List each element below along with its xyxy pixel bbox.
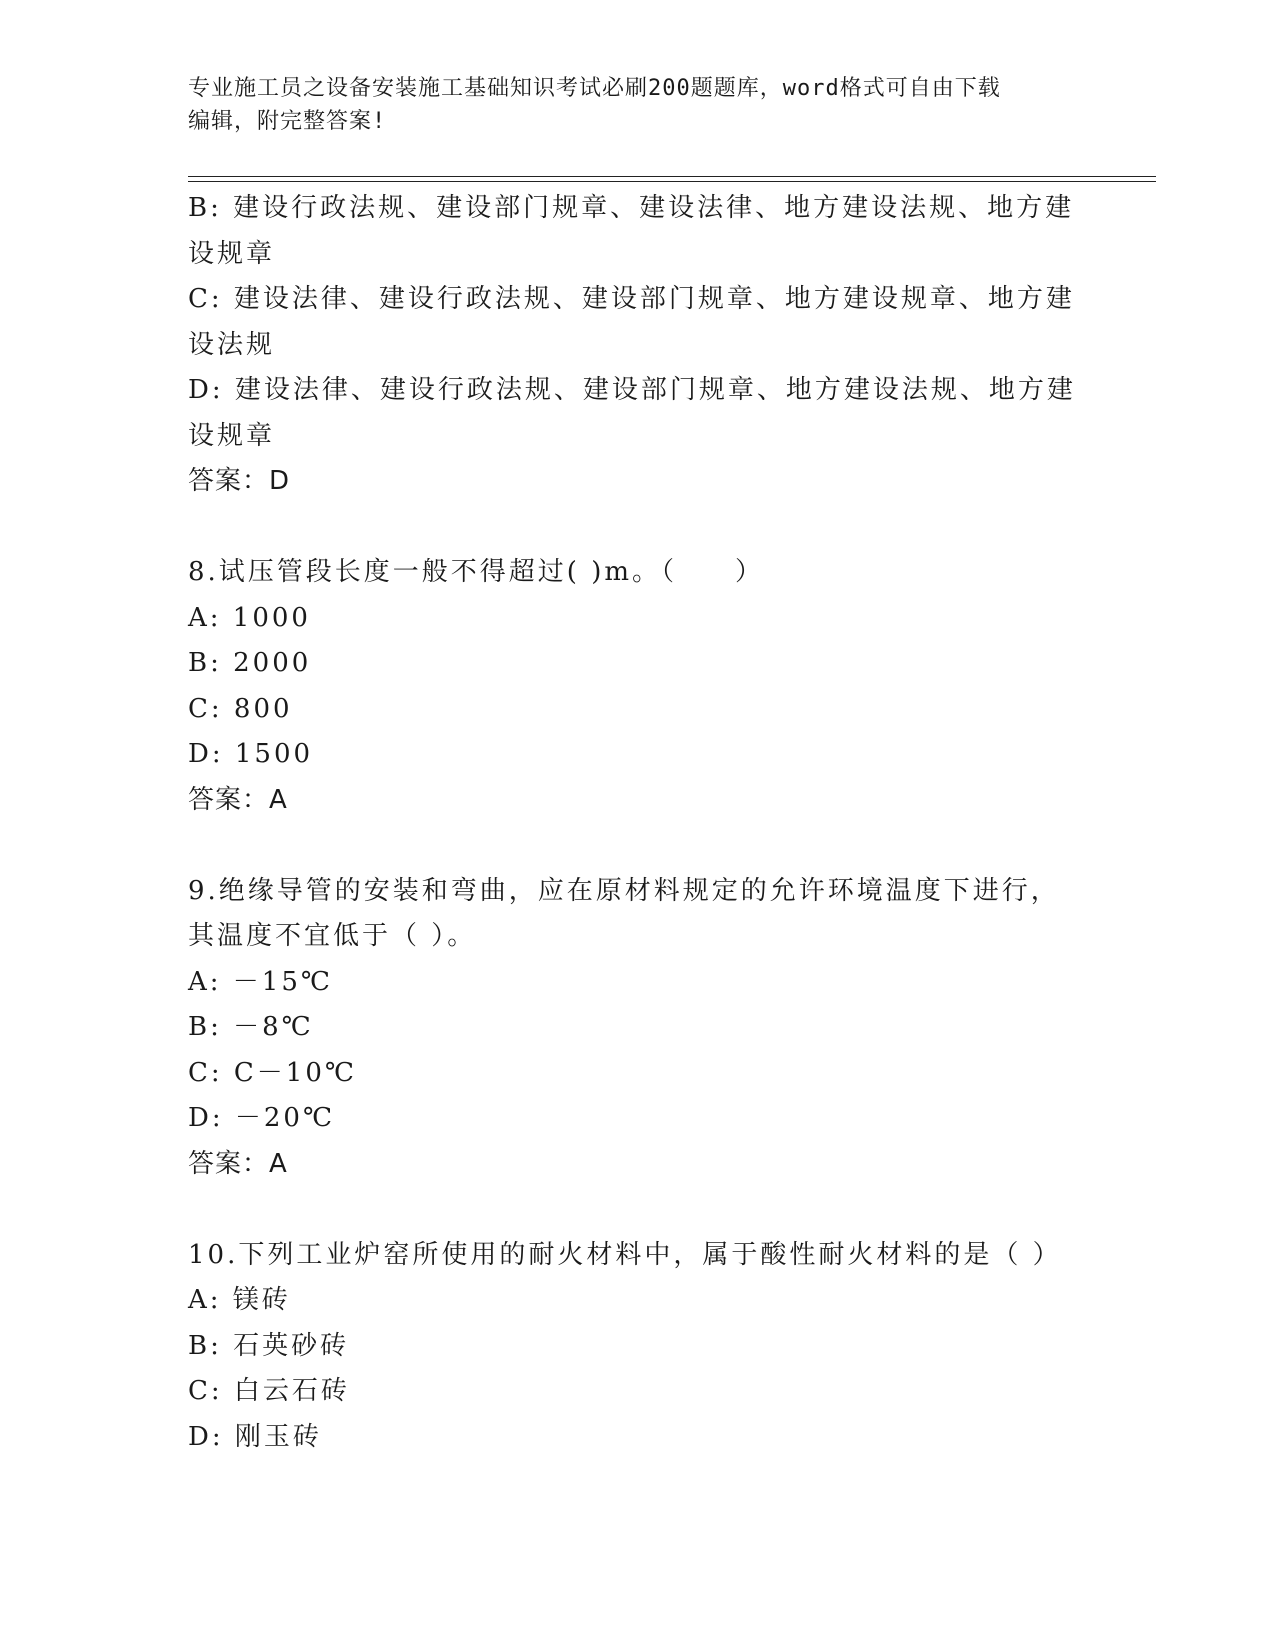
q9-stem-line-2: 其温度不宜低于（ ）。	[188, 921, 477, 951]
q9-option-c: C: C－10℃	[188, 1057, 357, 1088]
q9-option-a: A: －15℃	[188, 966, 333, 997]
q7-option-b-line-2: 设规章	[188, 238, 276, 269]
header-double-rule	[188, 176, 1156, 182]
q7-answer: 答案：D	[188, 466, 291, 496]
q9-option-b: B: －8℃	[188, 1012, 314, 1042]
q10-stem: 10.下列工业炉窑所使用的耐火材料中，属于酸性耐火材料的是（ ）	[188, 1239, 1062, 1270]
question-9	[188, 869, 1088, 1188]
q7-option-b-line-1: B: 建设行政法规、建设部门规章、建设法律、地方建设法规、地方建	[188, 193, 1075, 223]
q9-answer: 答案：A	[188, 1148, 288, 1179]
q9-stem-line-1: 9.绝缘导管的安装和弯曲，应在原材料规定的允许环境温度下进行，	[188, 875, 1060, 906]
q7-option-d-line-2: 设规章	[188, 420, 276, 451]
header-title-line-2: 编辑，附完整答案!	[188, 109, 387, 134]
header-title-line-1: 专业施工员之设备安装施工基础知识考试必刷200题题库，word格式可自由下载	[188, 76, 1001, 101]
spacer	[188, 823, 1088, 869]
spacer	[188, 505, 1088, 551]
question-7	[188, 186, 1088, 505]
q8-option-d: D: 1500	[188, 739, 314, 769]
document-header	[188, 72, 1068, 138]
q7-option-c-line-2: 设法规	[188, 329, 276, 360]
q8-option-a: A: 1000	[188, 602, 311, 633]
q10-option-c: C: 白云石砖	[188, 1376, 350, 1406]
spacer	[188, 1187, 1088, 1233]
q10-option-a: A: 镁砖	[188, 1285, 291, 1315]
q8-answer: 答案：A	[188, 784, 288, 815]
question-10	[188, 1233, 1088, 1461]
q10-option-d: D: 刚玉砖	[188, 1421, 322, 1452]
q7-option-d-line-1: D: 建设法律、建设行政法规、建设部门规章、地方建设法规、地方建	[188, 375, 1076, 405]
q9-option-d: D: －20℃	[188, 1103, 336, 1133]
question-list	[188, 186, 1088, 1460]
question-8	[188, 550, 1088, 823]
q8-stem: 8.试压管段长度一般不得超过( )m。（ ）	[188, 557, 765, 587]
q10-option-b: B: 石英砂砖	[188, 1330, 350, 1361]
q8-option-c: C: 800	[188, 693, 293, 724]
q7-option-c-line-1: C: 建设法律、建设行政法规、建设部门规章、地方建设规章、地方建	[188, 284, 1075, 314]
q8-option-b: B: 2000	[188, 648, 312, 678]
